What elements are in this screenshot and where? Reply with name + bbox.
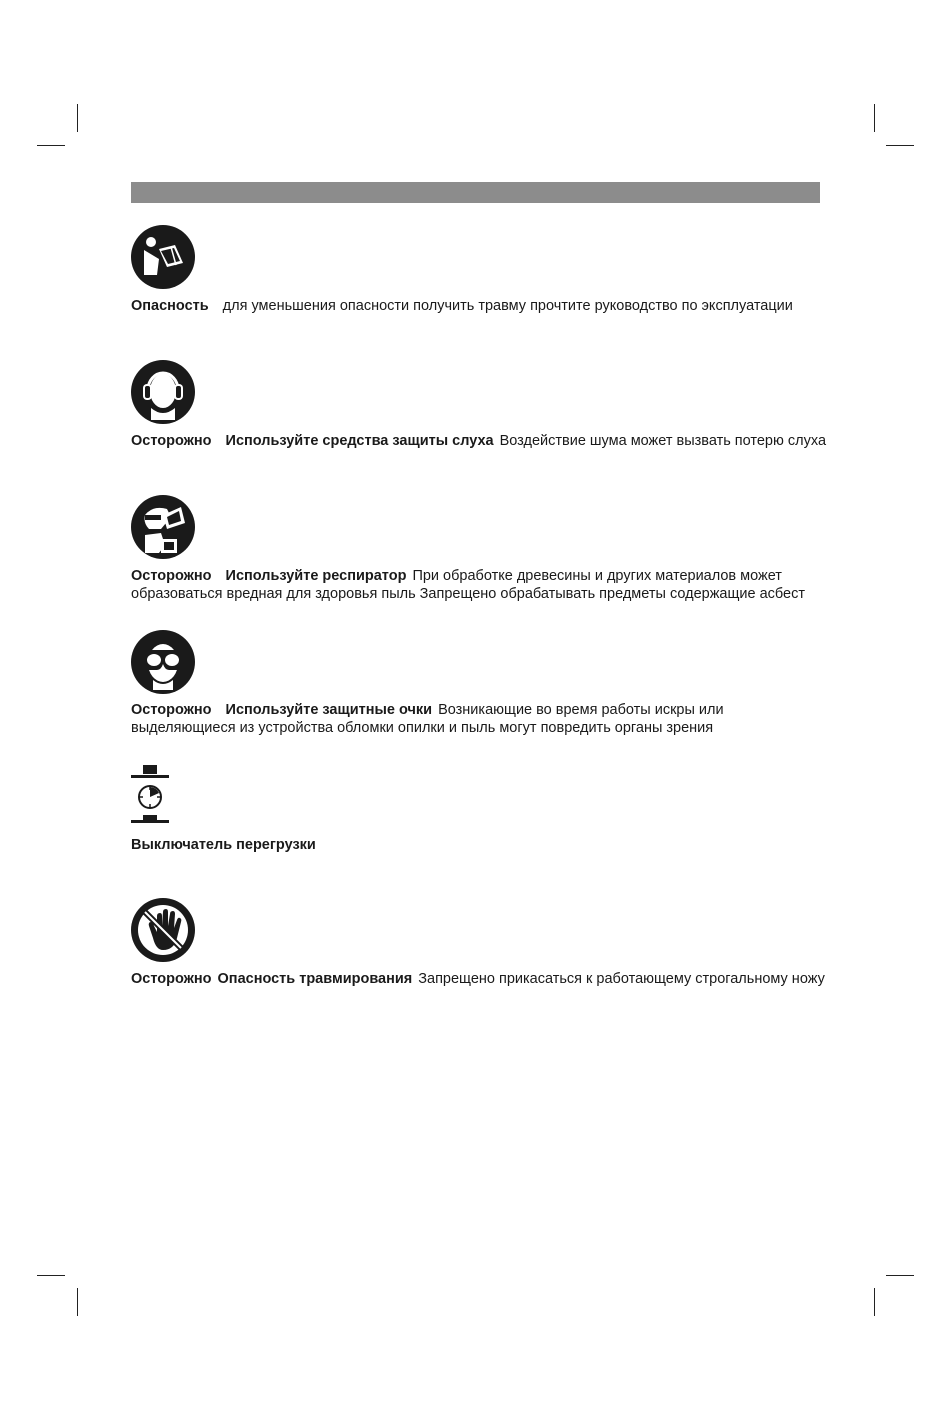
warning-item-goggles [131,630,831,694]
warning-text-overload [131,836,831,854]
warning-item-hearing [131,360,831,424]
crop-mark [874,104,875,132]
warning-description: Воздействие шума может вызвать потерю слуха [499,433,827,449]
warning-text-no-touch [131,970,831,988]
warning-lead: Опасность [131,298,209,314]
warning-description: Запрещено прикасаться к работающему строгальному ножу [418,971,825,987]
warning-lead: Выключатель перегрузки [131,837,316,853]
warning-description: При обработке древесины и других материалов может образоваться вредная для здоровья пыль Запрещено обрабатывать предметы содержащие асбест [131,568,805,602]
respirator-icon [131,495,195,559]
no-touch-hand-icon [131,898,195,962]
warning-heading: Опасность травмирования [217,971,413,987]
crop-mark [37,1275,65,1276]
warning-lead: Осторожно [131,568,212,584]
section-header-bar [131,182,820,203]
warning-text-goggles [131,701,831,737]
crop-mark [886,145,914,146]
safety-goggles-icon [131,630,195,694]
warning-lead: Осторожно [131,702,212,718]
warning-item-respirator [131,495,831,559]
warning-description: для уменьшения опасности получить травму прочтите руководство по эксплуатации [222,298,793,314]
crop-mark [886,1275,914,1276]
warning-text-read-manual [131,297,831,315]
warning-description: Возникающие во время работы искры или выделяющиеся из устройства обломки опилки и пыль могут повредить органы зрения [131,702,724,736]
warning-text-hearing [131,432,831,450]
crop-mark [77,104,78,132]
warning-text-respirator [131,567,831,603]
overload-switch-icon [131,765,171,829]
crop-mark [77,1288,78,1316]
warning-heading: Используйте респиратор [225,568,407,584]
warning-lead: Осторожно [131,971,212,987]
warning-lead: Осторожно [131,433,212,449]
crop-mark [37,145,65,146]
warning-heading: Используйте защитные очки [225,702,433,718]
crop-mark [874,1288,875,1316]
warning-item-overload [131,765,831,829]
hearing-protection-icon [131,360,195,424]
warning-item-no-touch [131,898,831,962]
read-manual-icon [131,225,195,289]
warning-heading: Используйте средства защиты слуха [225,433,494,449]
warning-item-read-manual [131,225,831,289]
